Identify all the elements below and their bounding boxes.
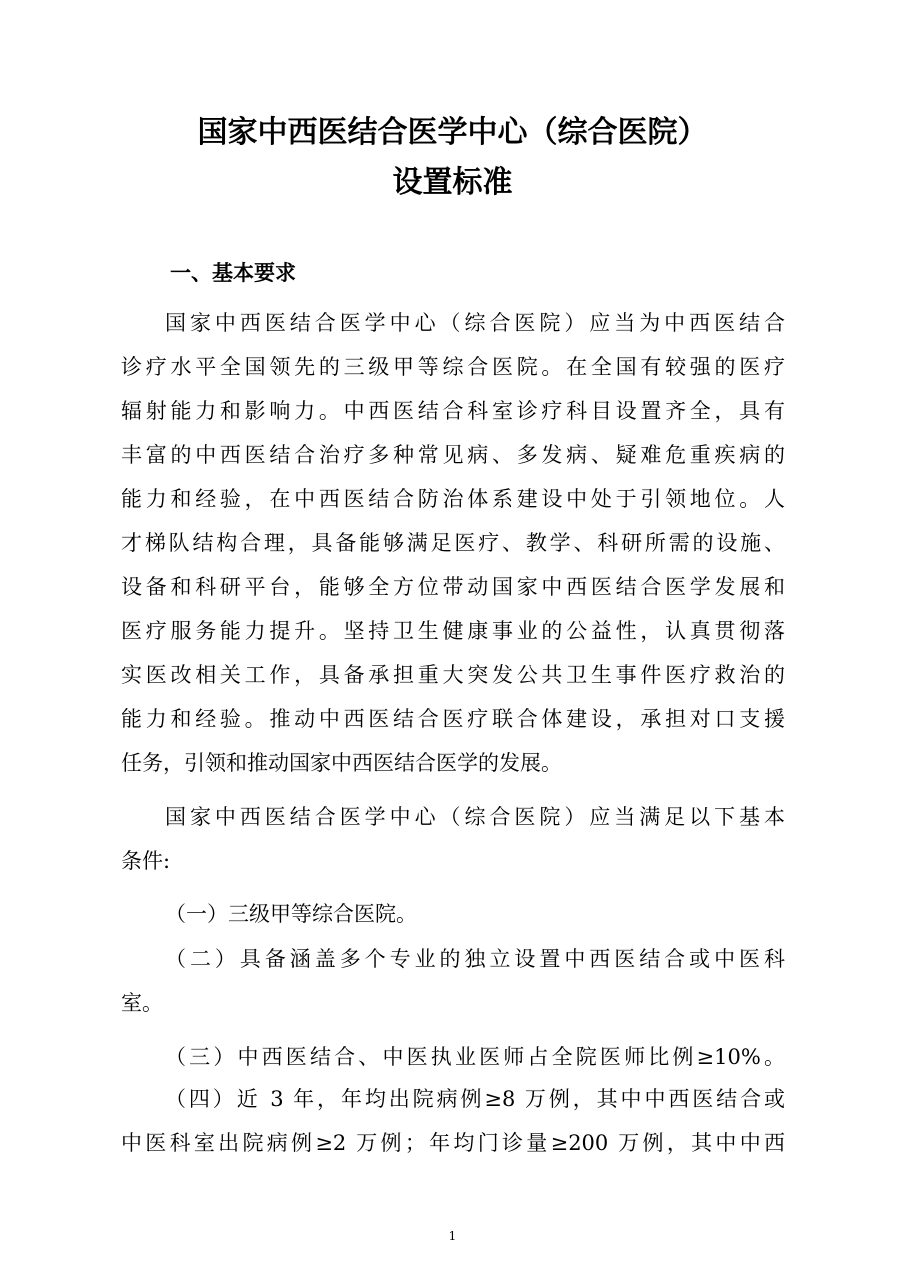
list-item: （三）中西医结合、中医执业医师占全院医师比例≥10%。 <box>165 1045 785 1069</box>
paragraph-line: 条件: <box>121 849 171 873</box>
list-item-continuation: 中医科室出院病例≥2 万例；年均门诊量≥200 万例，其中中西 <box>121 1131 785 1155</box>
page-number: 1 <box>448 1229 457 1243</box>
document-title-line-2: 设置标准 <box>392 165 513 200</box>
paragraph-line: 丰富的中西医结合治疗多种常见病、多发病、疑难危重疾病的 <box>121 443 785 467</box>
paragraph-line: 医疗服务能力提升。坚持卫生健康事业的公益性，认真贯彻落 <box>121 619 785 643</box>
paragraph-line: 实医改相关工作，具备承担重大突发公共卫生事件医疗救治的 <box>121 663 785 687</box>
paragraph-line: 能力和经验。推动中西医结合医疗联合体建设，承担对口支援 <box>121 707 785 731</box>
paragraph-line: 设备和科研平台，能够全方位带动国家中西医结合医学发展和 <box>121 575 785 599</box>
list-item: （四）近 3 年，年均出院病例≥8 万例，其中中西医结合或 <box>165 1087 785 1111</box>
paragraph-line: 辐射能力和影响力。中西医结合科室诊疗科目设置齐全，具有 <box>121 399 785 423</box>
section-heading: 一、基本要求 <box>170 261 296 285</box>
paragraph-line: 国家中西医结合医学中心（综合医院）应当满足以下基本 <box>165 805 785 829</box>
document-title-line-1: 国家中西医结合医学中心（综合医院） <box>197 115 708 150</box>
paragraph-line: 任务，引领和推动国家中西医结合医学的发展。 <box>121 751 562 775</box>
list-item: （一）三级甲等综合医院。 <box>165 902 417 926</box>
list-item-continuation: 室。 <box>121 991 163 1015</box>
paragraph-line: 国家中西医结合医学中心（综合医院）应当为中西医结合 <box>165 311 785 335</box>
paragraph-line: 能力和经验，在中西医结合防治体系建设中处于引领地位。人 <box>121 487 785 511</box>
paragraph-line: 才梯队结构合理，具备能够满足医疗、教学、科研所需的设施、 <box>121 531 785 555</box>
paragraph-line: 诊疗水平全国领先的三级甲等综合医院。在全国有较强的医疗 <box>121 355 785 379</box>
list-item: （二）具备涵盖多个专业的独立设置中西医结合或中医科 <box>165 947 785 971</box>
